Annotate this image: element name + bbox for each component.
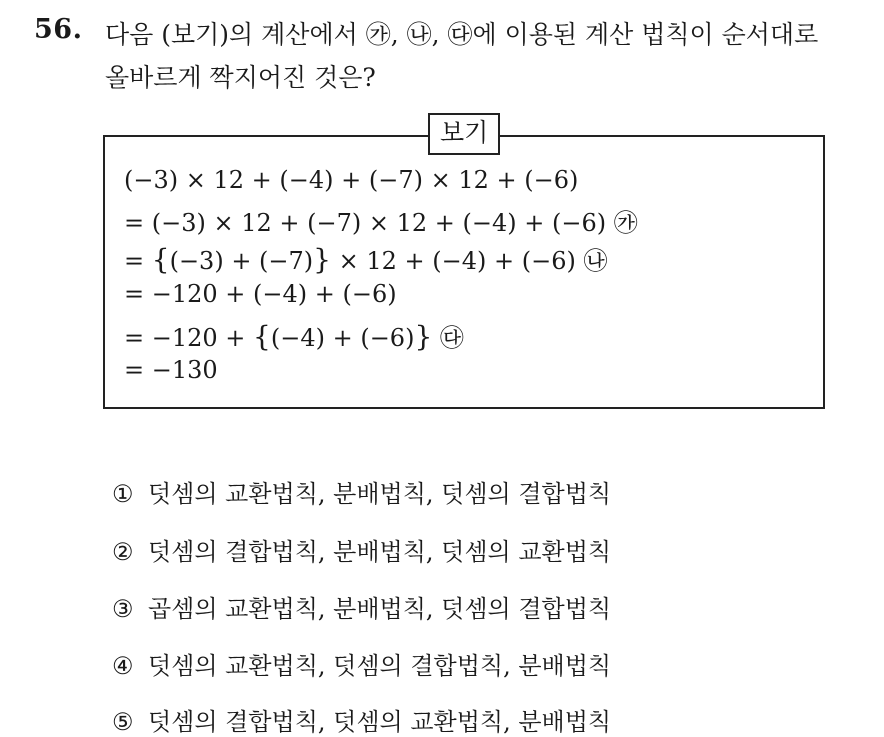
- calc-line-5-close-brace: }: [414, 320, 433, 353]
- example-box-title: 보기: [428, 113, 500, 155]
- calc-line-2-text: = (−3) × 12 + (−7) × 12 + (−4) + (−6) ㉮: [124, 209, 638, 237]
- option-2-number: ②: [112, 538, 134, 566]
- option-4-number: ④: [112, 652, 134, 680]
- calc-line-6-text: = −130: [124, 356, 218, 384]
- calc-line-5-mid: (−4) + (−6): [270, 324, 415, 352]
- calc-line-1-text: (−3) × 12 + (−4) + (−7) × 12 + (−6): [124, 166, 579, 194]
- answer-option-2[interactable]: [112, 532, 611, 567]
- option-5-number: ⑤: [112, 708, 134, 736]
- calc-line-5-post: ㉰: [432, 324, 464, 352]
- option-1-text: 덧셈의 교환법칙, 분배법칙, 덧셈의 결합법칙: [148, 480, 612, 508]
- calc-line-5: [124, 318, 464, 353]
- answer-option-1[interactable]: [112, 474, 611, 509]
- calc-line-3-pre: =: [124, 247, 152, 275]
- calc-line-4: [124, 280, 397, 308]
- option-5-text: 덧셈의 결합법칙, 덧셈의 교환법칙, 분배법칙: [148, 708, 612, 736]
- calc-line-4-text: = −120 + (−4) + (−6): [124, 280, 397, 308]
- question-text-line-2: 올바르게 짝지어진 것은?: [105, 63, 376, 92]
- calc-line-2: [124, 203, 638, 238]
- calc-line-3: [124, 241, 607, 276]
- option-2-text: 덧셈의 결합법칙, 분배법칙, 덧셈의 교환법칙: [148, 538, 612, 566]
- calc-line-3-post: × 12 + (−4) + (−6) ㉯: [330, 247, 608, 275]
- calc-line-5-pre: = −120 +: [124, 324, 254, 352]
- answer-option-4[interactable]: [112, 646, 611, 681]
- calc-line-3-mid: (−3) + (−7): [169, 247, 314, 275]
- option-1-number: ①: [112, 480, 134, 508]
- calc-line-5-open-brace: {: [253, 320, 271, 353]
- option-3-text: 곱셈의 교환법칙, 분배법칙, 덧셈의 결합법칙: [148, 595, 612, 623]
- question-number: 56.: [34, 14, 83, 45]
- calc-line-1: [124, 166, 578, 194]
- option-4-text: 덧셈의 교환법칙, 덧셈의 결합법칙, 분배법칙: [148, 652, 612, 680]
- calc-line-3-open-brace: {: [151, 243, 170, 276]
- option-3-number: ③: [112, 595, 134, 623]
- answer-option-3[interactable]: [112, 589, 611, 624]
- calc-line-3-close-brace: }: [313, 243, 331, 276]
- question-text-line-1: 다음 (보기)의 계산에서 ㉮, ㉯, ㉰에 이용된 계산 법칙이 순서대로: [105, 20, 819, 49]
- calc-line-6: [124, 356, 218, 384]
